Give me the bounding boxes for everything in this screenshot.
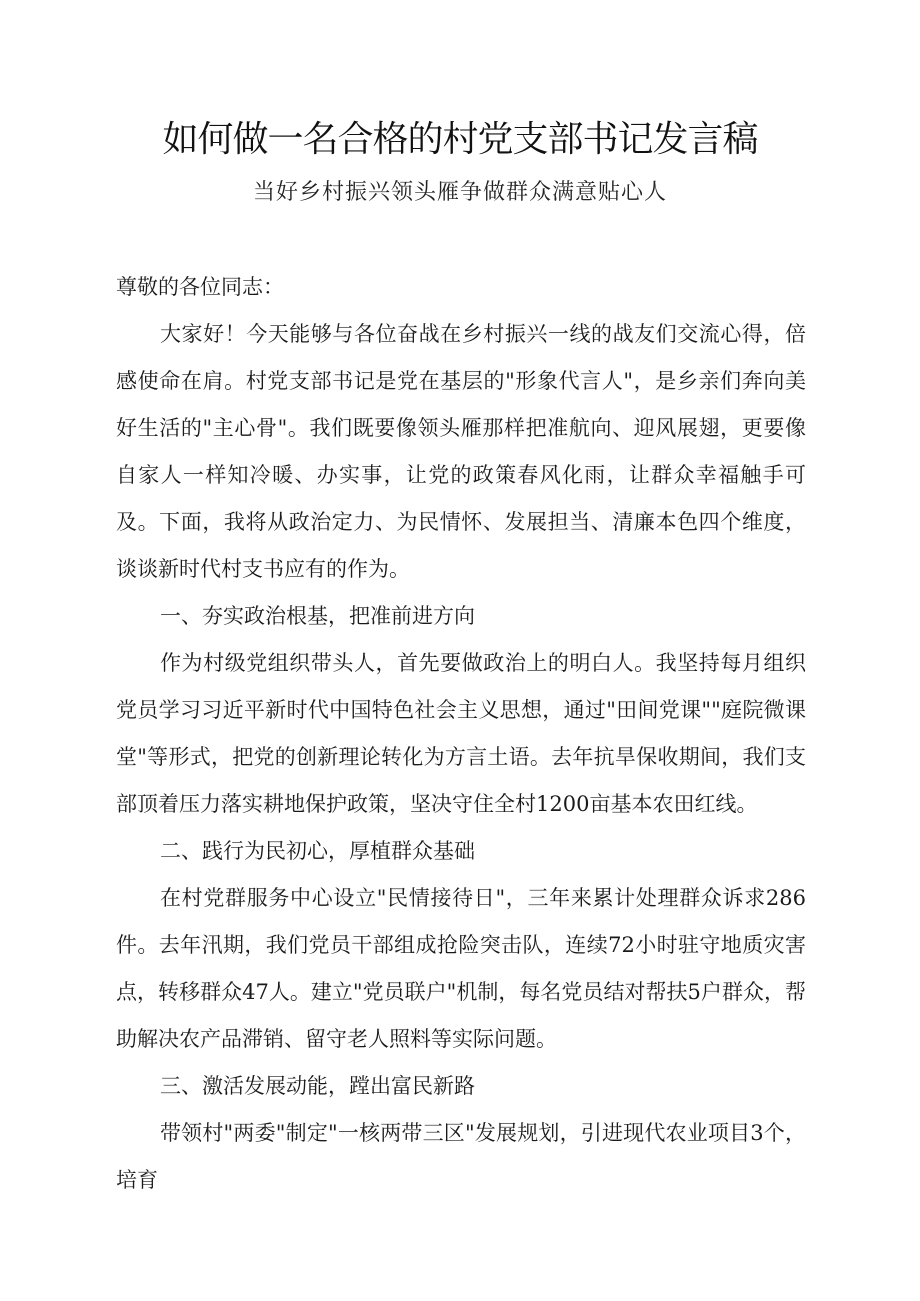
section-heading-2: 二、践行为民初心，厚植群众基础 [160,839,475,863]
section-paragraph-3: 带领村"两委"制定"一核两带三区"发展规划，引进现代农业项目3个，培育 [116,1121,806,1192]
section-heading-3: 三、激活发展动能，蹚出富民新路 [160,1074,475,1098]
section-paragraph-2: 在村党群服务中心设立"民情接待日"，三年来累计处理群众诉求286件。去年汛期，我们党员干部组成抢险突击队，连续72小时驻守地质灾害点，转移群众47人。建立"党员联户"机制，每名党员结对帮扶5户群众，帮助解决农产品滞销、留守老人照料等实际问题。 [116,886,806,1051]
salutation: 尊敬的各位同志： [116,275,284,299]
document-subtitle: 当好乡村振兴领头雁争做群众满意贴心人 [252,180,667,205]
document-body [116,264,806,1204]
intro-paragraph: 大家好！今天能够与各位奋战在乡村振兴一线的战友们交流心得，倍感使命在肩。村党支部书记是党在基层的"形象代言人"，是乡亲们奔向美好生活的"主心骨"。我们既要像领头雁那样把准航向、迎风展翅，更要像自家人一样知冷暖、办实事，让党的政策春风化雨，让群众幸福触手可及。下面，我将从政治定力、为民情怀、发展担当、清廉本色四个维度，谈谈新时代村支书应有的作为。 [116,322,806,581]
section-paragraph-1: 作为村级党组织带头人，首先要做政治上的明白人。我坚持每月组织党员学习习近平新时代中国特色社会主义思想，通过"田间党课""庭院微课堂"等形式，把党的创新理论转化为方言土语。去年抗旱保收期间，我们支部顶着压力落实耕地保护政策，坚决守住全村1200亩基本农田红线。 [116,651,806,816]
section-heading-1: 一、夯实政治根基，把准前进方向 [160,604,475,628]
document-title: 如何做一名合格的村党支部书记发言稿 [162,119,758,160]
